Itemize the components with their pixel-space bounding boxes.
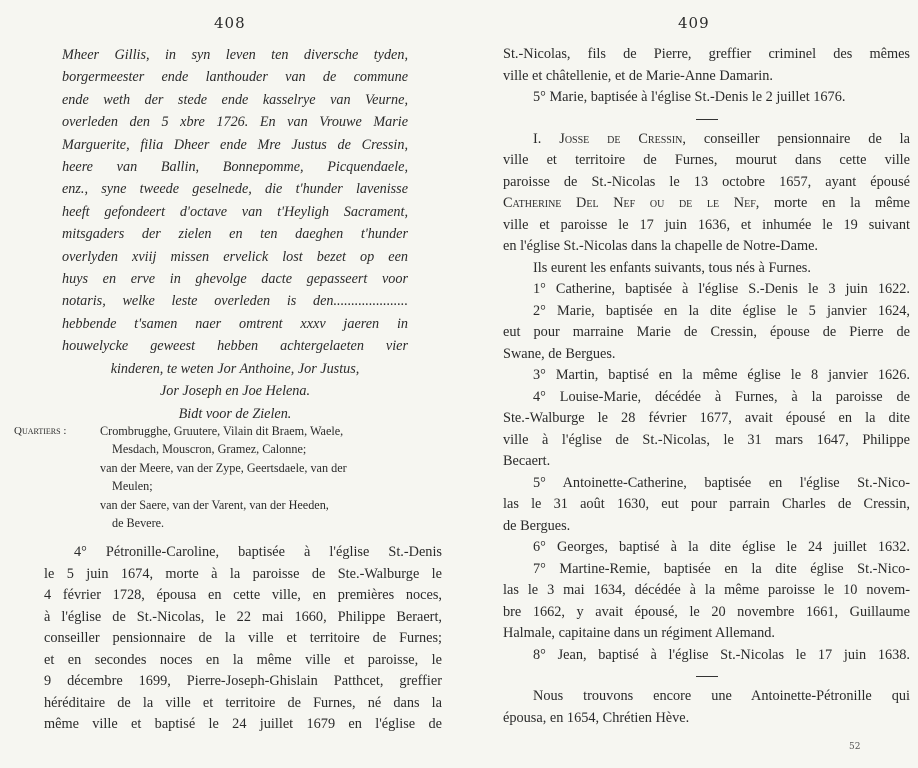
petronille-paragraph — [44, 542, 442, 736]
child-entry: 8° Jean, baptisé à l'église St.-Nicolas le 17 juin 1638. — [533, 646, 910, 663]
child-entry: 4° Louise-Marie, décédée à Furnes, à la paroisse de — [533, 388, 910, 405]
epitaph-line: huys en erve in ghevolge dacte gepasseert voor — [62, 271, 408, 288]
text-line: las le 31 août 1630, eut pour parrain Charles de Cressin, — [503, 496, 910, 512]
text-line: héréditaire de la ville et territoire de Furnes, né dans la — [44, 694, 442, 711]
child-entry: 2° Marie, baptisée en la dite église le 5 janvier 1624, — [533, 302, 910, 319]
josse-rest: conseiller pensionnaire de la — [703, 130, 911, 147]
text-line: ville et territoire de Furnes, mourut dans cette ville — [503, 152, 910, 168]
text-line: 9 décembre 1699, Pierre-Joseph-Ghislain Patthcet, greffier — [44, 673, 442, 689]
epitaph-line: overlyden xviij missen ervelick lost bezet op een — [62, 248, 408, 265]
child-entry: 6° Georges, baptisé à la dite église le 24 juillet 1632. — [533, 539, 910, 555]
epitaph-line: heere van Ballin, Bonnepomme, Picquendaele, — [62, 159, 408, 176]
text-line: eut pour marraine Marie de Cressin, épouse de Pierre de — [503, 324, 910, 340]
epitaph-line: heeft gefondeert d'octave van t'Heyligh Sacrament, — [62, 203, 408, 220]
quartiers-line: van der Saere, van der Varent, van der Heeden, — [100, 497, 329, 512]
epitaph-line: ende weth der stede ende kasselrye van Veurne, — [62, 91, 408, 108]
closing-line: Nous trouvons encore une Antoinette-Pétronille qui — [533, 688, 910, 704]
epitaph-line: enz., syne tweede geselnede, die t'hunder lavenisse — [62, 181, 408, 198]
quartiers-line: Mesdach, Mouscron, Gramez, Calonne; — [112, 442, 307, 457]
closing-line: épousa, en 1654, Chrétien Hève. — [503, 709, 690, 726]
child-entry: 3° Martin, baptisé en la même église le 8 janvier 1626. — [533, 367, 910, 383]
text-line: et en secondes noces en la même ville et paroisse, le — [44, 651, 442, 668]
footer-mark: 52 — [849, 742, 861, 752]
quartiers-line: de Bevere. — [112, 516, 165, 531]
text-line: à l'église de St.-Nicolas, le 22 mai 1660, Philippe Beraert, — [44, 608, 442, 625]
child-entry: 1° Catherine, baptisée à l'église S.-Denis le 3 juin 1622. — [533, 281, 910, 297]
text-line: las le 3 mai 1634, décédée à la même paroisse le 10 novem- — [503, 582, 910, 598]
josse-first-line — [503, 129, 910, 151]
wife-line — [503, 193, 910, 215]
text-line: ville et paroisse le 17 juin 1636, et inhumée le 19 suivant — [503, 216, 910, 233]
right-page — [459, 0, 918, 768]
text-line: St.-Nicolas, fils de Pierre, greffier criminel des mêmes — [503, 46, 910, 62]
text-line: bre 1662, y avait épousé, le 20 novembre 1661, Guillaume — [503, 603, 910, 620]
page-number-right: 409 — [678, 14, 710, 32]
epitaph-line: Bidt voor de Zielen. — [178, 405, 292, 422]
text-line: ville à l'église de St.-Nicolas, le 31 mars 1647, Philippe — [503, 431, 910, 448]
epitaph-block — [62, 44, 408, 425]
text-line: 4° Pétronille-Caroline, baptisée à l'église St.-Denis — [74, 544, 442, 560]
epitaph-line: kinderen, te weten Jor Anthoine, Jor Justus, — [110, 360, 360, 377]
children-intro: Ils eurent les enfants suivants, tous nés à Furnes. — [533, 259, 811, 276]
epitaph-line: overleden den 5 xbre 1726. En van Vrouwe Marie — [62, 114, 408, 131]
right-column — [503, 44, 910, 729]
josse-name: Josse de Cressin, — [559, 130, 686, 147]
epitaph-line: borgermeester ende lanthouder van de commune — [62, 69, 408, 86]
quartiers-line: Crombrugghe, Gruutere, Vilain dit Braem, Waele, — [100, 424, 344, 438]
text-line: en l'église St.-Nicolas dans la chapelle de Notre-Dame. — [503, 238, 819, 254]
epitaph-line: mitsgaders der zielen en ten daeghen t'hunder — [62, 226, 408, 243]
text-line: Ste.-Walburge le 28 février 1677, avait épousé en la dite — [503, 410, 910, 426]
text-line: paroisse de St.-Nicolas le 13 octobre 1657, ayant épousé — [503, 173, 910, 190]
wife-name: Catherine Del Nef ou de le Nef, — [503, 195, 760, 211]
josse-number: I. — [533, 130, 542, 147]
epitaph-line: Marguerite, filia Dheer ende Mre Justus de Cressin, — [62, 136, 408, 153]
epitaph-line: houwelycke geweest hebben achtergelaeten vier — [62, 338, 408, 355]
quartiers-line: van der Meere, van der Zype, Geertsdaele, van der — [100, 460, 347, 475]
epitaph-line: hebbende t'samen naer omtrent xxxv jaeren in — [62, 315, 408, 332]
section-separator — [696, 676, 718, 677]
text-line: Halmale, capitaine dans un régiment Allemand. — [503, 625, 775, 641]
quartiers-label: Quartiers : — [14, 425, 67, 437]
quartiers-line: Meulen; — [112, 479, 153, 494]
text-line: même ville et baptisé le 24 juillet 1679 en l'église de — [44, 716, 442, 732]
section-separator — [696, 119, 718, 120]
text-line: ville et châtellenie, et de Marie-Anne Damarin. — [503, 67, 773, 84]
child-entry: 7° Martine-Remie, baptisée en la dite église St.-Nico- — [533, 560, 910, 577]
epitaph-line: Jor Joseph en Joe Helena. — [159, 383, 311, 400]
text-line: Swane, de Bergues. — [503, 345, 616, 362]
text-line: 5° Marie, baptisée à l'église St.-Denis le 2 juillet 1676. — [533, 89, 846, 105]
wife-rest: morte en la même — [773, 195, 910, 211]
text-line: le 5 juin 1674, morte à la paroisse de Ste.-Walburge le — [44, 565, 442, 582]
epitaph-line: notaris, welke leste overleden is den..................... — [62, 293, 408, 310]
child-entry: 5° Antoinette-Catherine, baptisée en l'église St.-Nico- — [533, 474, 910, 491]
text-line: 4 février 1728, épousa en cette ville, en premières noces, — [44, 587, 442, 603]
page-number-left: 408 — [214, 14, 246, 32]
text-line: Becaert. — [503, 453, 551, 469]
text-line: conseiller pensionnaire de la ville et territoire de Furnes; — [44, 630, 442, 646]
text-line: de Bergues. — [503, 517, 571, 534]
epitaph-line: Mheer Gillis, in syn leven ten diversche tyden, — [62, 47, 408, 63]
